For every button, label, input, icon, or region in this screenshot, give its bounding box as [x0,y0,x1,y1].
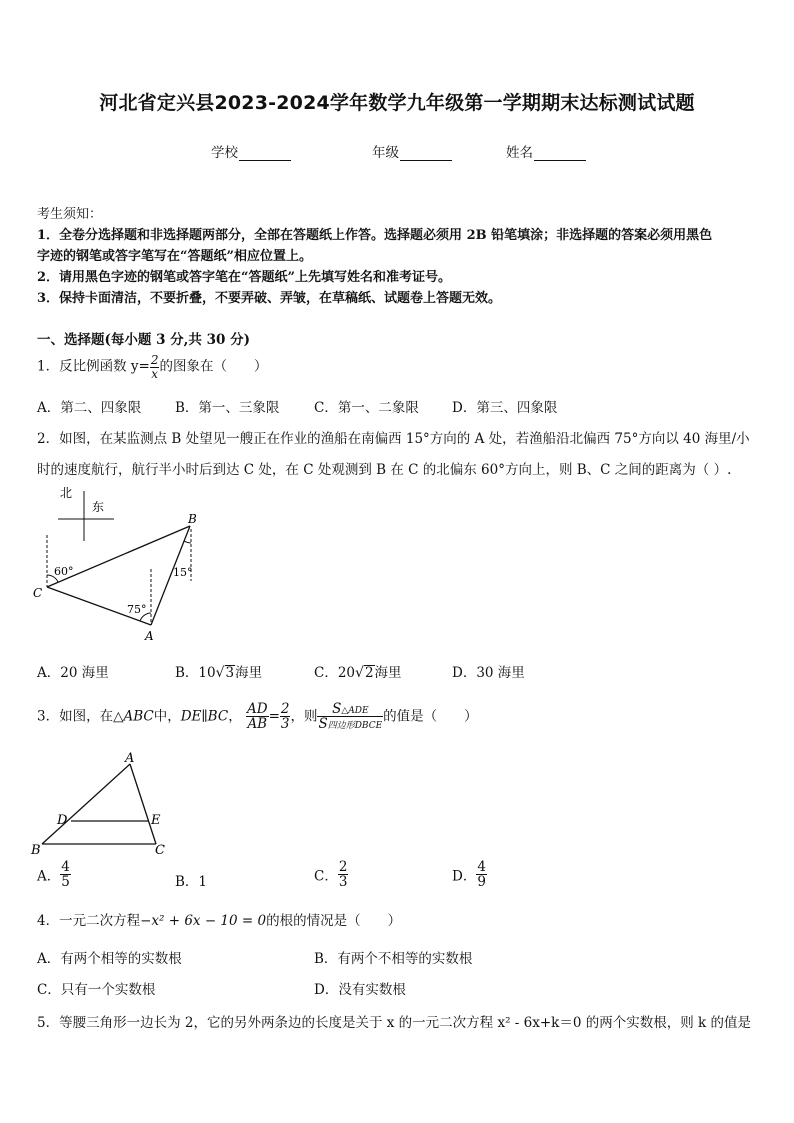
name-label: 姓名 [506,145,533,161]
point-c-label: C [33,586,43,600]
compass-east-label: 东 [92,500,105,514]
q2-line-2: 时的速度航行，航行半小时后到达 C 处，在 C 处观测到 B 在 C 的北偏东 60°方向上，则 B、C 之间的距离为（ ）. [37,462,732,478]
tri-point-b: B [31,843,41,858]
q3-area-den-s: S [318,716,328,733]
tri-point-d: D [57,813,68,828]
compass-north-label: 北 [60,486,73,500]
q2-option-b-root: 3 [225,665,235,681]
grade-label: 年级 [372,145,399,161]
q3-abc: ABC [123,708,154,725]
q3-figure [30,748,180,858]
q3-option-c-num: 2 [338,859,348,875]
q1-option-c: C．第一、二象限 [314,400,419,416]
q4-prefix: 4．一元二次方程 [37,913,141,929]
q3-option-d [452,860,487,889]
q3-then: ，则 [290,708,318,725]
q3-area-den [317,717,383,731]
q3-bc: BC [207,708,229,725]
name-field [506,141,586,161]
q3-ratio-num: AD [246,701,268,718]
q3-ratio-value-den: 3 [280,716,290,733]
q4-option-d: D．没有实数根 [314,982,406,998]
q3-option-a-num: 4 [61,859,70,875]
q3-option-d-frac [476,860,487,889]
q1-option-d: D．第三、四象限 [452,400,558,416]
angle-60-label: 60° [54,565,74,578]
q3-eq: = [268,708,280,725]
school-field [211,141,291,161]
q2-option-b: B．10√3海里 [175,665,263,681]
notice-line-3: 2．请用黑色字迹的钢笔或答字笔在“答题纸”上先填写姓名和准考证号。 [37,270,452,285]
q2-line-1: 2．如图，在某监测点 B 处望见一艘正在作业的渔船在南偏西 15°方向的 A 处，若渔船沿北偏西 75°方向以 40 海里/小 [37,431,750,447]
q1-frac-den: x [151,366,159,381]
q3-suffix: 的值是（ ） [383,708,478,725]
tri-point-c: C [155,843,165,858]
notice-line-4: 3．保持卡面清洁，不要折叠，不要弄破、弄皱，在草稿纸、试题卷上答题无效。 [37,291,502,306]
q3-area-ratio [317,702,383,732]
q3-ratio-value-num: 2 [280,701,290,718]
q3-option-d-den: 9 [477,874,486,891]
q3-parallel: ∥ [201,708,208,725]
q3-option-c-frac [338,860,349,889]
q2-option-d: D．30 海里 [452,665,525,681]
q3-area-num-s: S [332,701,342,717]
angle-75-label: 75° [127,603,147,616]
q1-suffix: 的图象在（ ） [159,358,268,375]
q3-option-d-num: 4 [477,859,486,875]
name-blank [534,147,586,161]
q4-suffix: 的根的情况是（ ） [266,913,402,929]
q3-ratio-den: AB [247,716,268,733]
q2-option-c-prefix: C．20 [314,665,356,681]
notice-line-2: 字迹的钢笔或答字笔写在“答题纸”相应位置上。 [37,249,312,264]
q3-stem [37,702,478,732]
q2-option-b-prefix: B．10 [175,665,216,681]
q3-option-a-frac [60,860,71,889]
q3-mid: 中， [153,708,181,725]
q4-option-b: B．有两个不相等的实数根 [314,951,473,967]
notice-line-1: 1．全卷分选择题和非选择题两部分，全部在答题纸上作答。选择题必须用 2B 铅笔填涂；非选择题的答案必须用黑色 [37,228,713,243]
q2-option-c: C．20√2海里 [314,665,402,681]
q3-prefix: 3．如图，在△ [37,708,124,725]
q1-option-a: A．第二、四象限 [37,400,142,416]
q3-comma: ， [228,708,242,725]
q3-ratio-value [280,702,291,731]
page-title: 河北省定兴县2023-2024学年数学九年级第一学期期末达标测试试题 [99,92,695,114]
point-a-label: A [145,629,154,643]
q4-stem [37,909,401,929]
q3-option-a-den: 5 [61,874,70,891]
segment-ac-tri [130,764,156,844]
q3-area-num [317,702,383,717]
grade-blank [400,147,452,161]
q3-area-num-sub: △ADE [341,706,369,716]
school-blank [239,147,291,161]
angle-15-label: 15° [173,566,193,579]
q3-option-a [37,860,71,889]
q2-option-c-root: 2 [364,665,374,681]
q2-option-b-suffix: 海里 [235,665,263,681]
q3-option-c-den: 3 [338,874,348,891]
q3-option-d-label: D． [452,868,477,885]
q3-option-c [314,860,348,889]
q1-stem [37,354,267,380]
q3-option-c-label: C． [314,868,338,885]
q3-option-b: B．1 [175,874,208,890]
q4-option-a: A．有两个相等的实数根 [37,951,182,967]
section-heading: 一、选择题(每小题 3 分,共 30 分) [37,332,250,348]
angle-b-arc [184,541,191,543]
q3-area-den-sub: 四边形DBCE [327,721,383,732]
q2-option-a: A．20 海里 [37,665,109,681]
tri-point-a: A [125,751,135,766]
grade-field [372,141,452,161]
q3-ratio [246,702,269,731]
school-label: 学校 [211,145,238,161]
q1-frac-num: 2 [150,353,159,367]
notice-heading: 考生须知： [37,207,103,222]
q2-figure [30,483,210,645]
q3-option-a-label: A． [37,868,61,885]
q2-option-c-suffix: 海里 [374,665,402,681]
q1-option-b: B．第一、三象限 [175,400,280,416]
tri-point-e: E [151,813,161,828]
q3-de: DE [180,708,202,725]
point-b-label: B [188,512,197,526]
q4-option-c: C．只有一个实数根 [37,982,156,998]
q5-line-1: 5．等腰三角形一边长为 2，它的另外两条边的长度是关于 x 的一元二次方程 x² - 6x+k＝0 的两个实数根，则 k 的值是 [37,1015,751,1031]
q1-prefix: 1．反比例函数 y= [37,358,150,375]
segment-ab [42,764,130,844]
q4-equation: −x² + 6x − 10 = 0 [140,913,267,929]
